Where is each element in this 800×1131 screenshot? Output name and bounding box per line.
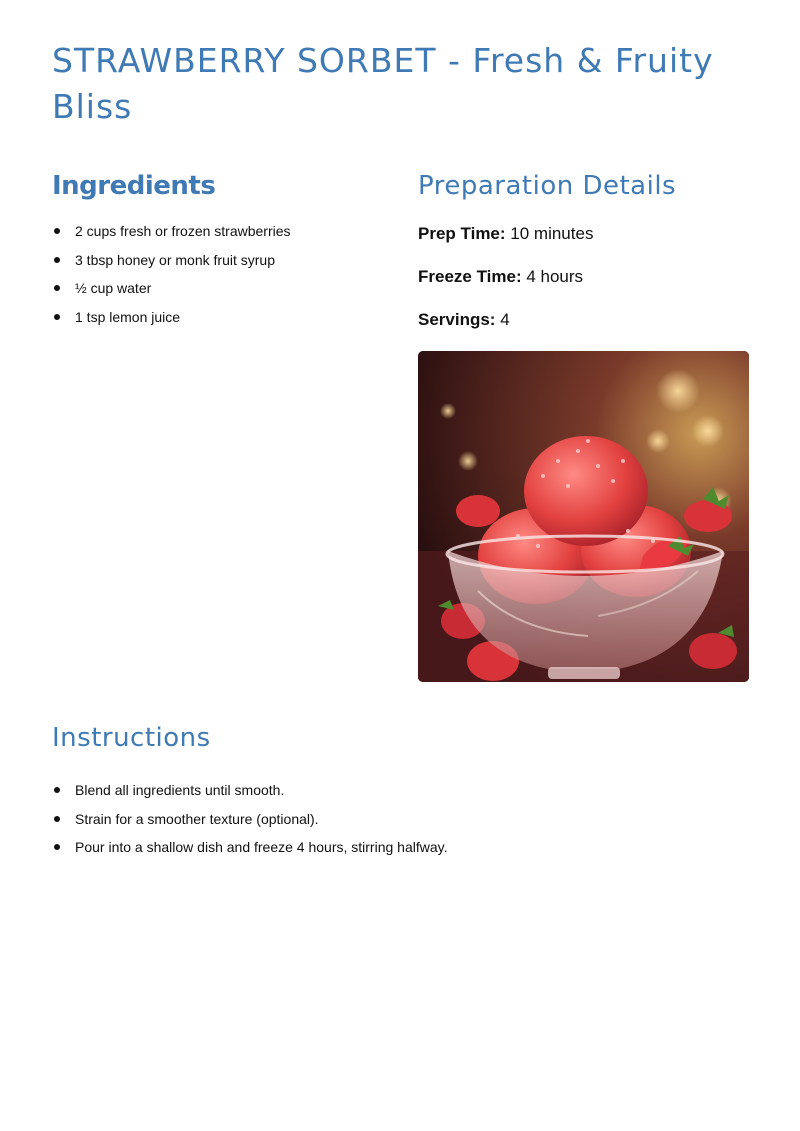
bullet-icon [54,228,60,234]
bullet-icon [54,787,60,793]
ingredient-text: 3 tbsp honey or monk fruit syrup [75,251,275,268]
instruction-item [52,810,742,839]
instruction-text: Blend all ingredients until smooth. [75,782,285,798]
instruction-text: Strain for a smoother texture (optional). [75,810,319,827]
instructions-list [52,781,742,867]
servings-row [418,309,510,331]
ingredient-item [52,222,382,251]
freeze-time-value: 4 hours [521,267,584,286]
ingredient-item [52,308,382,337]
ingredient-text: 2 cups fresh or frozen strawberries [75,223,291,239]
bullet-icon [54,844,60,850]
strawberry-sorbet-photo [418,351,749,682]
prep-time-label: Prep Time: [418,224,506,243]
ingredients-heading: Ingredients [52,171,216,201]
page-title: STRAWBERRY SORBET - Fresh & Fruity Bliss [52,41,714,126]
bullet-icon [54,314,60,320]
instruction-text: Pour into a shallow dish and freeze 4 hours, stirring halfway. [75,839,448,856]
ingredient-text: ½ cup water [75,280,152,297]
ingredient-item [52,279,382,308]
bullet-icon [54,257,60,263]
instruction-item [52,781,742,810]
ingredient-item [52,251,382,280]
servings-label: Servings: [418,310,496,329]
instructions-heading: Instructions [52,723,211,753]
prep-time-value: 10 minutes [505,224,594,243]
prep-time-row [418,223,593,245]
ingredient-text: 1 tsp lemon juice [75,309,181,326]
bullet-icon [54,285,60,291]
servings-value: 4 [495,310,510,329]
freeze-time-row [418,266,583,288]
bullet-icon [54,816,60,822]
freeze-time-label: Freeze Time: [418,267,522,286]
ingredients-list [52,222,382,337]
instruction-item [52,838,742,867]
preparation-heading: Preparation Details [418,171,677,201]
